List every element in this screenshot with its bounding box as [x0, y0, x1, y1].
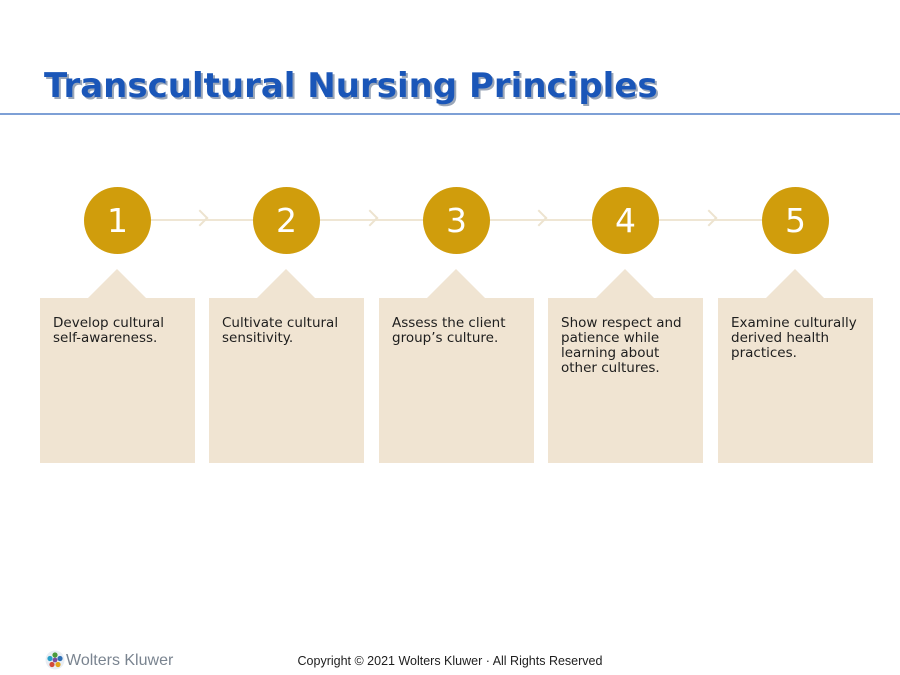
- arrow-chevron-icon: [531, 210, 548, 227]
- arrow-chevron-icon: [192, 210, 209, 227]
- step-number-circle: 1: [84, 187, 151, 254]
- title-divider: [0, 113, 900, 115]
- step-card: [379, 298, 534, 463]
- step-text: Develop cultural self-awareness.: [53, 315, 165, 346]
- step-text: Cultivate cultural sensitivity.: [222, 315, 339, 346]
- copyright-notice: Copyright © 2021 Wolters Kluwer · All Rights Reserved: [297, 654, 603, 668]
- step-number-circle: 5: [762, 187, 829, 254]
- step-text: Assess the client group’s culture.: [392, 315, 506, 346]
- step-text: Examine culturally derived health practices.: [731, 315, 857, 361]
- step-number-circle: 4: [592, 187, 659, 254]
- step-card: [209, 298, 364, 463]
- arrow-chevron-icon: [362, 210, 379, 227]
- step-card: [548, 298, 703, 463]
- step-card: [718, 298, 873, 463]
- card-pointer: [88, 269, 146, 298]
- brand-name: Wolters Kluwer: [66, 652, 174, 669]
- step-number-circle: 3: [423, 187, 490, 254]
- step-number-circle: 2: [253, 187, 320, 254]
- step-text: Show respect and patience while learning about other cultures.: [561, 315, 682, 376]
- step-card: [40, 298, 195, 463]
- card-pointer: [596, 269, 654, 298]
- card-pointer: [257, 269, 315, 298]
- arrow-chevron-icon: [701, 210, 718, 227]
- card-pointer: [766, 269, 824, 298]
- slide-title: Transcultural Nursing Principles: [44, 66, 658, 106]
- card-pointer: [427, 269, 485, 298]
